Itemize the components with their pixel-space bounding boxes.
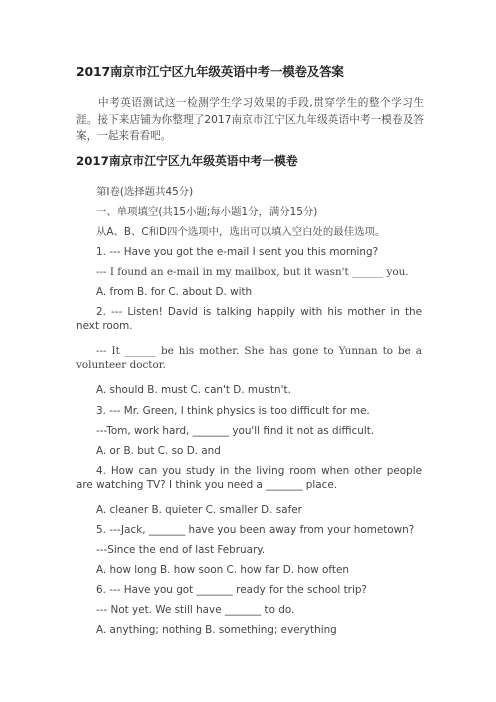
question-1-options: A. from B. for C. about D. with [96,286,253,298]
question-6-options: A. anything; nothing B. something; everything [96,624,337,636]
question-2-options: A. should B. must C. can't D. mustn't. [96,384,291,396]
section-heading: 第Ⅰ卷(选择题共45分) [96,186,194,198]
question-6-reply: --- Not yet. We still have _______ to do. [96,604,295,616]
instruction-text: 从A、B、C和D四个选项中，选出可以填入空白处的最佳选项。 [96,226,386,238]
question-6: 6. --- Have you got _______ ready for the school trip? [96,584,367,596]
question-3-options: A. or B. but C. so D. and [96,445,221,457]
question-3-reply: ---Tom, work hard, _______ you'll find it not as difficult. [96,425,375,437]
part-heading: 一、单项填空(共15小题;每小题1分，满分15分) [96,206,318,218]
document-title: 2017南京市江宁区九年级英语中考一模卷及答案 [76,64,344,79]
exam-subtitle: 2017南京市江宁区九年级英语中考一模卷 [76,154,298,168]
question-3: 3. --- Mr. Green, I think physics is too difficult for me. [96,405,370,417]
question-1-reply: --- I found an e-mail in my mailbox, but it wasn't ______ you. [96,266,409,278]
question-4-options: A. cleaner B. quieter C. smaller D. safer [96,504,302,516]
question-2-reply: --- It ______ be his mother. She has gone to Yunnan to be a volunteer doctor. [76,345,422,371]
intro-paragraph: 中考英语测试这一检测学生学习效果的手段,贯穿学生的整个学习生涯。接下来店铺为你整理了2017南京市江宁区九年级英语中考一模卷及答案，一起来看看吧。 [76,97,424,142]
question-2: 2. --- Listen! David is talking happily with his mother in the next room. [76,306,422,332]
question-1: 1. --- Have you got the e-mail I sent you this morning? [96,246,379,258]
question-5: 5. ---Jack, _______ have you been away from your hometown? [96,524,415,536]
question-5-reply: ---Since the end of last February. [96,544,266,556]
question-4: 4. How can you study in the living room when other people are watching TV? I think you need a _______ place. [76,465,422,491]
question-5-options: A. how long B. how soon C. how far D. how often [96,564,349,576]
